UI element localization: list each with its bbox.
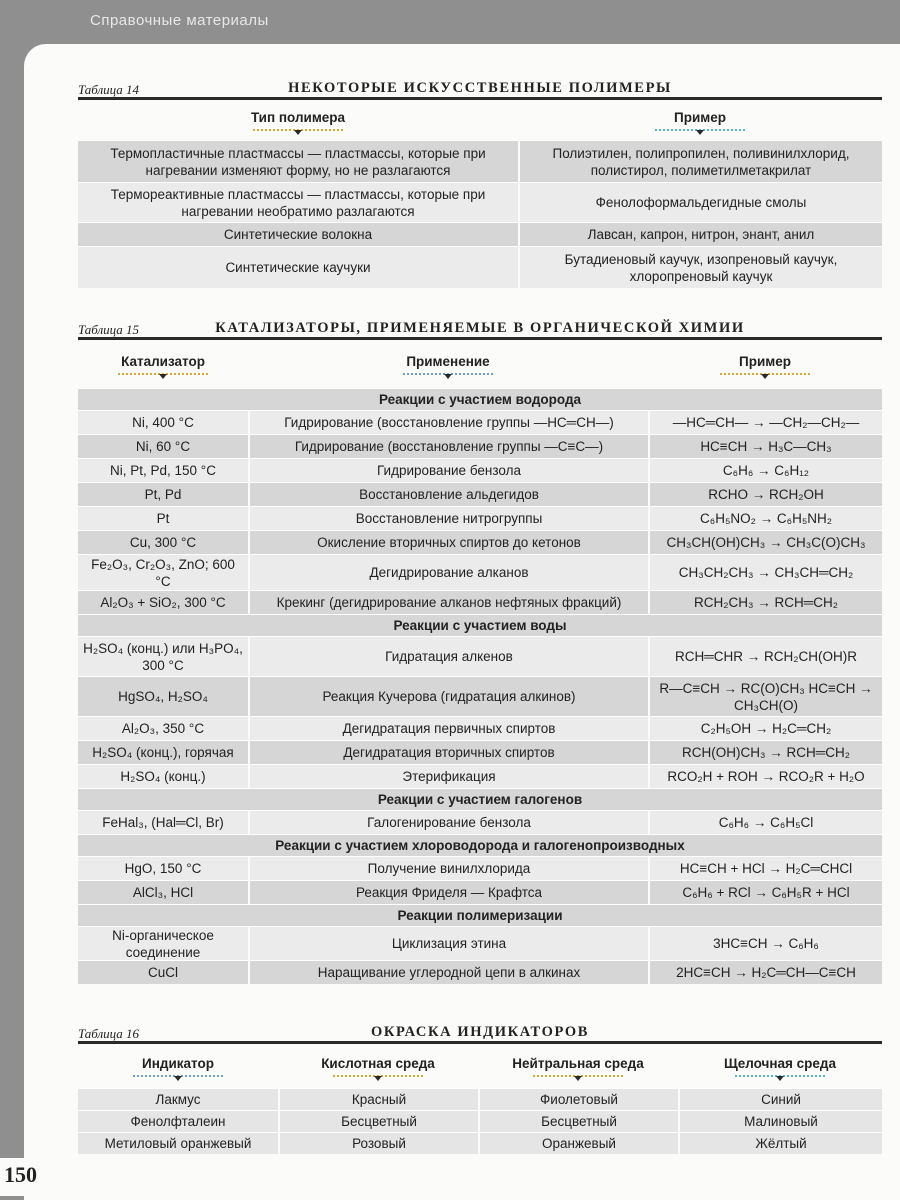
table-cell: Наращивание углеродной цепи в алкинах: [248, 961, 648, 984]
table-row: [78, 590, 882, 614]
table-cell: H₂SO₄ (конц.), горячая: [78, 741, 248, 764]
table-cell: 2HC≡CH → H₂C═CH—C≡CH: [648, 961, 882, 984]
table-caption: [78, 318, 882, 340]
page-header: [0, 0, 900, 46]
table-cell: CH₃CH₂CH₃ → CH₃CH═CH₂: [648, 555, 882, 590]
table-cell: Cu, 300 °C: [78, 531, 248, 554]
table-row: [78, 140, 882, 182]
table-cell: Восстановление альдегидов: [248, 483, 648, 506]
table-row: [78, 636, 882, 676]
table-row: [78, 506, 882, 530]
table-row: [78, 222, 882, 246]
table-cell: Реакция Фриделя — Крафтса: [248, 881, 648, 904]
table-cell: Гидрирование (восстановление группы —HC═CH—): [248, 411, 648, 434]
table-cell: Al₂O₃, 350 °C: [78, 717, 248, 740]
table-cell: HgSO₄, H₂SO₄: [78, 677, 248, 716]
table-14: [78, 78, 882, 288]
table-cell: Восстановление нитрогруппы: [248, 507, 648, 530]
table-cell: CuCl: [78, 961, 248, 984]
table-cell: Бесцветный: [278, 1111, 478, 1132]
table-cell: CH₃CH(OH)CH₃ → CH₃C(O)CH₃: [648, 531, 882, 554]
group-title: Реакции с участием воды: [78, 614, 882, 636]
table-cell: Дегидратация вторичных спиртов: [248, 741, 648, 764]
table-cell: Гидрирование (восстановление группы —C≡C—): [248, 435, 648, 458]
table-cell: Дегидрирование алканов: [248, 555, 648, 590]
table-body: [78, 388, 882, 984]
table-cell: Метиловый оранжевый: [78, 1133, 278, 1154]
group-title: Реакции с участием галогенов: [78, 788, 882, 810]
table-cell: Pt, Pd: [78, 483, 248, 506]
table-caption: [78, 78, 882, 100]
table-row: [78, 856, 882, 880]
table-header: [78, 340, 882, 388]
table-label: Таблица 14: [78, 82, 140, 97]
table-cell: Синтетические каучуки: [78, 247, 518, 288]
table-label: Таблица 16: [78, 1026, 140, 1041]
column-header: Щелочная среда: [678, 1044, 882, 1088]
group-title: Реакции полимеризации: [78, 904, 882, 926]
table-cell: Галогенирование бензола: [248, 811, 648, 834]
table-row: [78, 530, 882, 554]
table-title: НЕКОТОРЫЕ ИСКУССТВЕННЫЕ ПОЛИМЕРЫ: [288, 80, 672, 96]
table-cell: HC≡CH → H₃C—CH₃: [648, 435, 882, 458]
table-cell: Ni, Pt, Pd, 150 °C: [78, 459, 248, 482]
table-row: [78, 740, 882, 764]
table-cell: Малиновый: [678, 1111, 882, 1132]
table-15: [78, 318, 882, 984]
table-cell: Реакция Кучерова (гидратация алкинов): [248, 677, 648, 716]
table-label: Таблица 15: [78, 322, 140, 337]
table-cell: Крекинг (дегидрирование алканов нефтяных фракций): [248, 591, 648, 614]
column-header: Пример: [518, 100, 882, 140]
table-row: [78, 182, 882, 222]
table-row: [78, 554, 882, 590]
table-row: [78, 410, 882, 434]
column-header: Индикатор: [78, 1044, 278, 1088]
table-cell: Гидрирование бензола: [248, 459, 648, 482]
table-cell: H₂SO₄ (конц.) или H₃PO₄, 300 °C: [78, 637, 248, 676]
table-row: [78, 1132, 882, 1154]
table-title: КАТАЛИЗАТОРЫ, ПРИМЕНЯЕМЫЕ В ОРГАНИЧЕСКОЙ ХИМИИ: [215, 320, 745, 336]
table-row: [78, 1088, 882, 1110]
table-cell: Бесцветный: [478, 1111, 678, 1132]
table-row: [78, 716, 882, 740]
table-row: [78, 880, 882, 904]
table-cell: RCHO → RCH₂OH: [648, 483, 882, 506]
column-header: Кислотная среда: [278, 1044, 478, 1088]
table-cell: Оранжевый: [478, 1133, 678, 1154]
table-cell: Pt: [78, 507, 248, 530]
table-cell: Лакмус: [78, 1089, 278, 1110]
table-cell: Ni, 60 °C: [78, 435, 248, 458]
page-number: 150: [0, 1158, 40, 1196]
table-cell: 3HC≡CH → C₆H₆: [648, 927, 882, 960]
column-header: Тип полимера: [78, 100, 518, 140]
table-cell: Синий: [678, 1089, 882, 1110]
table-cell: AlCl₃, HCl: [78, 881, 248, 904]
table-cell: Окисление вторичных спиртов до кетонов: [248, 531, 648, 554]
table-row: [78, 482, 882, 506]
table-header: [78, 100, 882, 140]
table-cell: Термореактивные пластмассы — пластмассы, которые при нагревании необратимо разлагаются: [78, 183, 518, 222]
table-cell: C₂H₅OH → H₂C═CH₂: [648, 717, 882, 740]
table-cell: HgO, 150 °C: [78, 857, 248, 880]
table-cell: FeHal₃, (Hal═Cl, Br): [78, 811, 248, 834]
table-cell: Красный: [278, 1089, 478, 1110]
group-title: Реакции с участием хлороводорода и галогенопроизводных: [78, 834, 882, 856]
table-row: [78, 458, 882, 482]
table-row: [78, 926, 882, 960]
table-row: [78, 810, 882, 834]
column-header: Пример: [648, 340, 882, 388]
column-header: Катализатор: [78, 340, 248, 388]
table-row: [78, 764, 882, 788]
table-cell: R—C≡CH → RC(O)CH₃ HC≡CH → CH₃CH(O): [648, 677, 882, 716]
table-cell: Fe₂O₃, Cr₂O₃, ZnO; 600 °C: [78, 555, 248, 590]
table-cell: Al₂O₃ + SiO₂, 300 °C: [78, 591, 248, 614]
table-cell: C₆H₆ + RCl → C₆H₅R + HCl: [648, 881, 882, 904]
table-cell: C₆H₆ → C₆H₅Cl: [648, 811, 882, 834]
column-header: Применение: [248, 340, 648, 388]
table-cell: Жёлтый: [678, 1133, 882, 1154]
table-cell: Получение винилхлорида: [248, 857, 648, 880]
table-row: [78, 246, 882, 288]
table-title: ОКРАСКА ИНДИКАТОРОВ: [370, 1024, 590, 1040]
table-cell: RCO₂H + ROH → RCO₂R + H₂O: [648, 765, 882, 788]
table-cell: RCH═CHR → RCH₂CH(OH)R: [648, 637, 882, 676]
table-cell: Этерификация: [248, 765, 648, 788]
table-cell: Фенолоформальдегидные смолы: [518, 183, 882, 222]
table-cell: C₆H₅NO₂ → C₆H₅NH₂: [648, 507, 882, 530]
table-header: [78, 1044, 882, 1088]
table-cell: C₆H₆ → C₆H₁₂: [648, 459, 882, 482]
table-cell: Циклизация этина: [248, 927, 648, 960]
table-cell: Ni-органическое соединение: [78, 927, 248, 960]
table-cell: RCH₂CH₃ → RCH═CH₂: [648, 591, 882, 614]
table-16: [78, 1022, 882, 1154]
table-cell: H₂SO₄ (конц.): [78, 765, 248, 788]
table-cell: Фенолфталеин: [78, 1111, 278, 1132]
table-cell: Полиэтилен, полипропилен, поливинилхлорид, полистирол, полиметилметакрилат: [518, 141, 882, 182]
table-cell: Лавсан, капрон, нитрон, энант, анил: [518, 223, 882, 246]
table-row: [78, 1110, 882, 1132]
table-caption: [78, 1022, 882, 1044]
table-cell: Фиолетовый: [478, 1089, 678, 1110]
table-row: [78, 960, 882, 984]
table-cell: —HC═CH— → —CH₂—CH₂—: [648, 411, 882, 434]
table-cell: RCH(OH)CH₃ → RCH═CH₂: [648, 741, 882, 764]
table-cell: HC≡CH + HCl → H₂C═CHCl: [648, 857, 882, 880]
table-cell: Термопластичные пластмассы — пластмассы, которые при нагревании изменяют форму, но не разлагаются: [78, 141, 518, 182]
header-title: Справочные материалы: [90, 12, 269, 29]
column-header: Нейтральная среда: [478, 1044, 678, 1088]
group-title: Реакции с участием водорода: [78, 388, 882, 410]
table-cell: Розовый: [278, 1133, 478, 1154]
table-cell: Гидратация алкенов: [248, 637, 648, 676]
table-row: [78, 434, 882, 458]
table-cell: Ni, 400 °C: [78, 411, 248, 434]
table-cell: Синтетические волокна: [78, 223, 518, 246]
table-row: [78, 676, 882, 716]
table-cell: Дегидратация первичных спиртов: [248, 717, 648, 740]
table-cell: Бутадиеновый каучук, изопреновый каучук, хлоропреновый каучук: [518, 247, 882, 288]
